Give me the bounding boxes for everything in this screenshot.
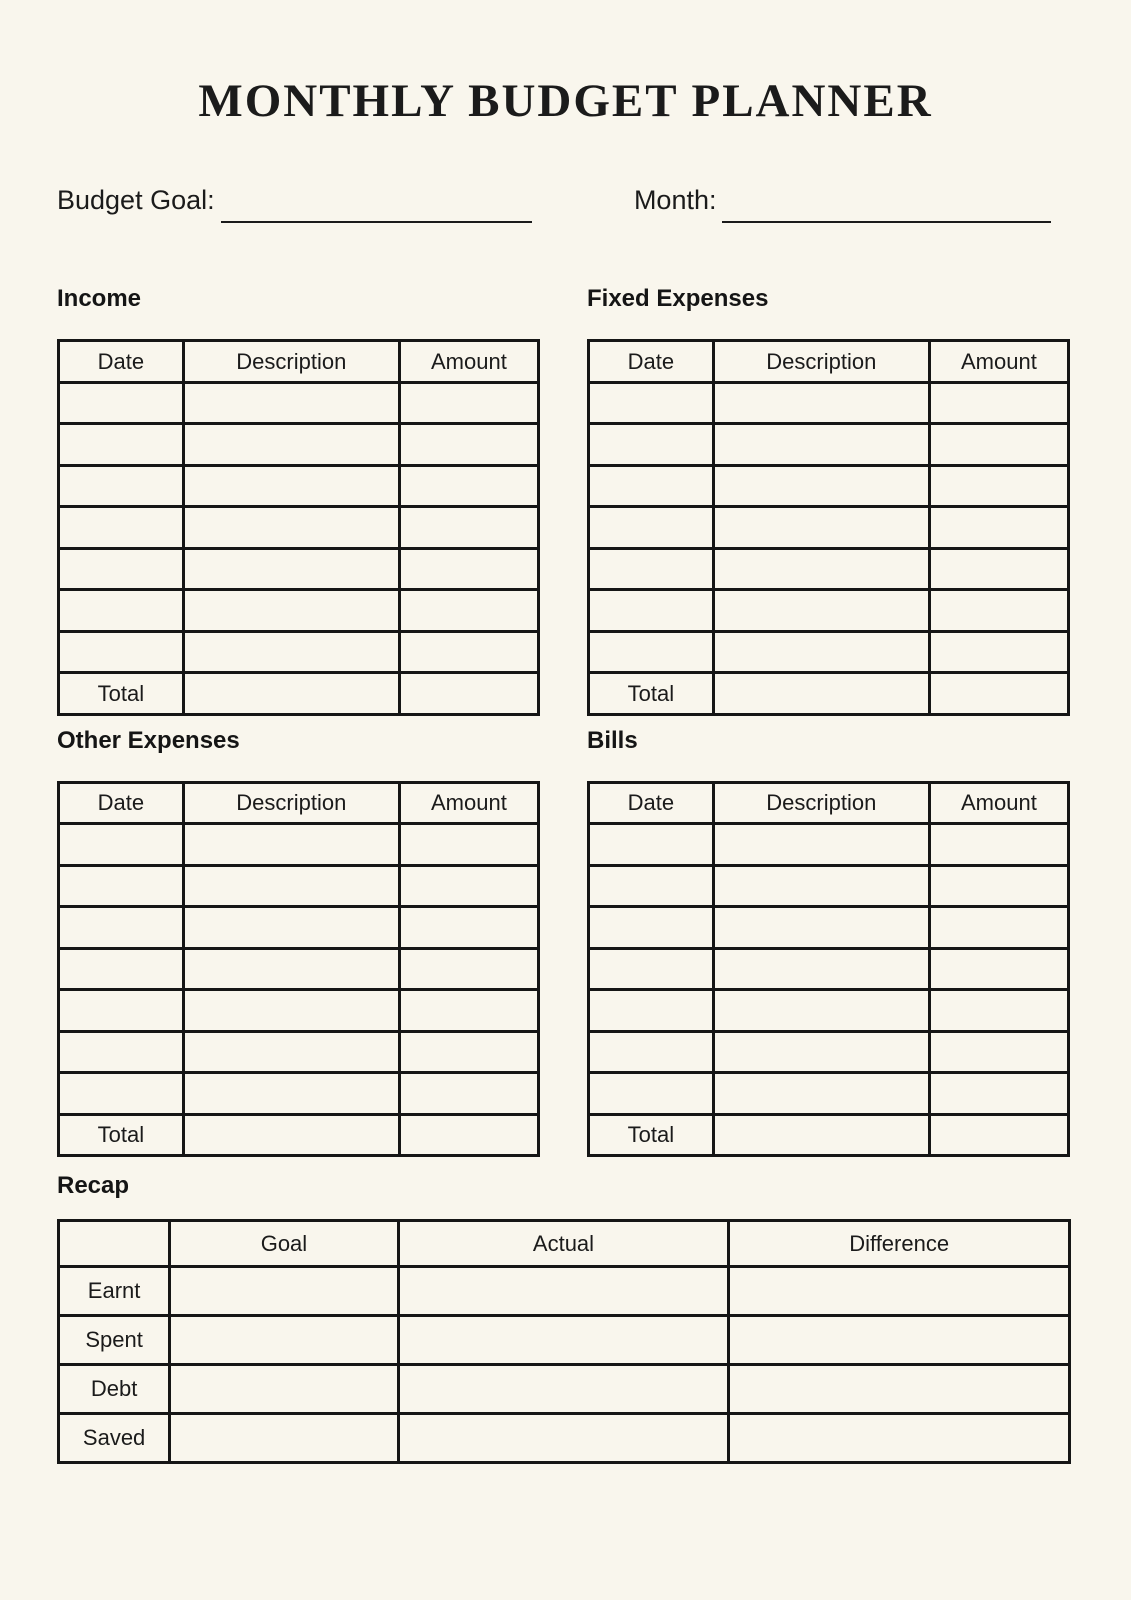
budget-goal-label: Budget Goal: [57, 185, 215, 216]
ledger-blank-row [589, 507, 1069, 549]
column-header-amount: Amount [929, 782, 1068, 824]
ledger-blank-cell[interactable] [929, 424, 1068, 466]
ledger-blank-cell[interactable] [399, 865, 538, 907]
ledger-blank-cell[interactable] [183, 907, 399, 949]
recap-row-spent [59, 1316, 1070, 1365]
upper-tables-row [57, 284, 1070, 716]
ledger-blank-cell[interactable] [713, 1031, 929, 1073]
recap-row-earnt [59, 1267, 1070, 1316]
earnt-actual-cell[interactable] [398, 1267, 729, 1316]
ledger-blank-cell[interactable] [183, 465, 399, 507]
ledger-blank-cell[interactable] [59, 824, 184, 866]
ledger-blank-row [589, 382, 1069, 424]
total-amount-cell[interactable] [929, 673, 1068, 715]
ledger-blank-row [589, 465, 1069, 507]
ledger-blank-cell[interactable] [589, 424, 714, 466]
ledger-blank-cell[interactable] [589, 507, 714, 549]
total-row [59, 1114, 539, 1156]
ledger-blank-cell[interactable] [929, 907, 1068, 949]
saved-actual-cell[interactable] [398, 1414, 729, 1463]
ledger-blank-cell[interactable] [59, 1073, 184, 1115]
ledger-blank-cell[interactable] [589, 1073, 714, 1115]
recap-row-debt [59, 1365, 1070, 1414]
ledger-blank-cell[interactable] [399, 990, 538, 1032]
ledger-blank-cell[interactable] [399, 590, 538, 632]
ledger-blank-row [59, 907, 539, 949]
recap-row-saved [59, 1414, 1070, 1463]
column-header-amount: Amount [929, 341, 1068, 383]
earnt-goal-cell[interactable] [170, 1267, 398, 1316]
ledger-blank-cell[interactable] [59, 907, 184, 949]
ledger-blank-cell[interactable] [589, 631, 714, 673]
ledger-blank-cell[interactable] [183, 507, 399, 549]
ledger-blank-cell[interactable] [399, 548, 538, 590]
ledger-blank-row [59, 824, 539, 866]
ledger-blank-row [589, 990, 1069, 1032]
total-label: Total [59, 673, 184, 715]
debt-actual-cell[interactable] [398, 1365, 729, 1414]
ledger-blank-cell[interactable] [183, 424, 399, 466]
ledger-blank-cell[interactable] [929, 948, 1068, 990]
ledger-blank-cell[interactable] [399, 631, 538, 673]
ledger-blank-row [589, 1073, 1069, 1115]
ledger-blank-cell[interactable] [713, 948, 929, 990]
ledger-blank-row [59, 548, 539, 590]
recap-row-label: Saved [59, 1414, 170, 1463]
ledger-blank-row [59, 465, 539, 507]
ledger-blank-cell[interactable] [589, 907, 714, 949]
column-header-actual: Actual [398, 1221, 729, 1267]
ledger-blank-row [589, 590, 1069, 632]
recap-table-header [59, 1221, 1070, 1267]
column-header-description: Description [713, 782, 929, 824]
spent-goal-cell[interactable] [170, 1316, 398, 1365]
ledger-blank-cell[interactable] [929, 824, 1068, 866]
total-row [589, 673, 1069, 715]
spent-actual-cell[interactable] [398, 1316, 729, 1365]
column-header-difference: Difference [729, 1221, 1070, 1267]
ledger-blank-cell[interactable] [929, 1073, 1068, 1115]
fixed-expenses-section [587, 284, 1070, 716]
total-label: Total [589, 1114, 714, 1156]
ledger-blank-row [59, 990, 539, 1032]
total-description-cell[interactable] [713, 1114, 929, 1156]
ledger-blank-row [589, 907, 1069, 949]
bills-heading: Bills [587, 726, 638, 754]
ledger-blank-cell[interactable] [59, 1031, 184, 1073]
other-expenses-section [57, 726, 540, 1158]
ledger-blank-cell[interactable] [59, 382, 184, 424]
income-section [57, 284, 540, 716]
ledger-blank-cell[interactable] [929, 865, 1068, 907]
ledger-blank-cell[interactable] [589, 865, 714, 907]
column-header-date: Date [589, 782, 714, 824]
fixed-expenses-table-header [589, 341, 1069, 383]
ledger-blank-row [59, 865, 539, 907]
ledger-blank-cell[interactable] [589, 548, 714, 590]
month-input-line[interactable] [722, 193, 1051, 223]
ledger-blank-row [589, 631, 1069, 673]
ledger-blank-cell[interactable] [929, 631, 1068, 673]
ledger-blank-row [59, 948, 539, 990]
ledger-blank-row [59, 1073, 539, 1115]
ledger-blank-cell[interactable] [589, 1031, 714, 1073]
income-heading: Income [57, 285, 142, 313]
ledger-blank-cell[interactable] [929, 990, 1068, 1032]
ledger-blank-cell[interactable] [399, 465, 538, 507]
recap-section [57, 1171, 1071, 1464]
ledger-blank-cell[interactable] [713, 907, 929, 949]
ledger-blank-cell[interactable] [929, 1031, 1068, 1073]
saved-goal-cell[interactable] [170, 1414, 398, 1463]
income-table [57, 339, 540, 716]
ledger-blank-cell[interactable] [589, 990, 714, 1032]
ledger-blank-cell[interactable] [183, 990, 399, 1032]
ledger-blank-cell[interactable] [59, 507, 184, 549]
ledger-blank-cell[interactable] [183, 948, 399, 990]
ledger-blank-cell[interactable] [399, 824, 538, 866]
debt-goal-cell[interactable] [170, 1365, 398, 1414]
ledger-blank-cell[interactable] [399, 1031, 538, 1073]
ledger-blank-cell[interactable] [589, 382, 714, 424]
ledger-blank-cell[interactable] [713, 465, 929, 507]
column-header-description: Description [183, 782, 399, 824]
fixed-expenses-table [587, 339, 1070, 716]
ledger-blank-cell[interactable] [183, 382, 399, 424]
ledger-blank-cell[interactable] [713, 548, 929, 590]
ledger-blank-cell[interactable] [59, 590, 184, 632]
column-header-date: Date [589, 341, 714, 383]
saved-difference-cell[interactable] [729, 1414, 1070, 1463]
ledger-blank-row [589, 865, 1069, 907]
ledger-blank-row [59, 590, 539, 632]
total-description-cell[interactable] [183, 1114, 399, 1156]
column-header-amount: Amount [399, 782, 538, 824]
budget-goal-input-line[interactable] [221, 193, 532, 223]
header-fields [57, 184, 1051, 216]
other-expenses-table [57, 781, 540, 1158]
ledger-blank-cell[interactable] [59, 465, 184, 507]
ledger-blank-cell[interactable] [713, 590, 929, 632]
other-expenses-heading: Other Expenses [57, 726, 240, 754]
ledger-blank-cell[interactable] [183, 631, 399, 673]
recap-corner-cell [59, 1221, 170, 1267]
income-table-header [59, 341, 539, 383]
ledger-blank-cell[interactable] [589, 465, 714, 507]
ledger-blank-cell[interactable] [589, 590, 714, 632]
ledger-blank-row [59, 1031, 539, 1073]
column-header-date: Date [59, 341, 184, 383]
total-label: Total [59, 1114, 184, 1156]
column-header-goal: Goal [170, 1221, 398, 1267]
total-amount-cell[interactable] [399, 673, 538, 715]
ledger-blank-cell[interactable] [713, 424, 929, 466]
ledger-blank-cell[interactable] [183, 1073, 399, 1115]
ledger-blank-cell[interactable] [929, 548, 1068, 590]
ledger-blank-cell[interactable] [713, 1073, 929, 1115]
earnt-difference-cell[interactable] [729, 1267, 1070, 1316]
fixed-expenses-heading: Fixed Expenses [587, 285, 769, 313]
ledger-blank-row [589, 1031, 1069, 1073]
spent-difference-cell[interactable] [729, 1316, 1070, 1365]
column-header-description: Description [713, 341, 929, 383]
ledger-blank-cell[interactable] [59, 948, 184, 990]
ledger-blank-cell[interactable] [713, 865, 929, 907]
ledger-blank-row [589, 548, 1069, 590]
month-label: Month: [633, 185, 717, 216]
lower-tables-row [57, 726, 1070, 1158]
total-amount-cell[interactable] [399, 1114, 538, 1156]
debt-difference-cell[interactable] [729, 1365, 1070, 1414]
ledger-blank-cell[interactable] [713, 824, 929, 866]
bills-table-header [589, 782, 1069, 824]
ledger-blank-cell[interactable] [713, 507, 929, 549]
column-header-description: Description [183, 341, 399, 383]
recap-heading: Recap [57, 1172, 130, 1200]
ledger-blank-cell[interactable] [713, 631, 929, 673]
column-header-date: Date [59, 782, 184, 824]
ledger-blank-row [589, 824, 1069, 866]
recap-table [57, 1219, 1071, 1464]
ledger-blank-cell[interactable] [59, 424, 184, 466]
ledger-blank-row [59, 382, 539, 424]
ledger-blank-row [59, 507, 539, 549]
ledger-blank-cell[interactable] [399, 424, 538, 466]
other-expenses-table-header [59, 782, 539, 824]
ledger-blank-cell[interactable] [399, 1073, 538, 1115]
total-row [589, 1114, 1069, 1156]
month-field [634, 184, 1051, 216]
ledger-blank-cell[interactable] [183, 590, 399, 632]
total-description-cell[interactable] [713, 673, 929, 715]
ledger-blank-cell[interactable] [589, 948, 714, 990]
ledger-blank-row [59, 631, 539, 673]
ledger-blank-cell[interactable] [399, 948, 538, 990]
total-description-cell[interactable] [183, 673, 399, 715]
ledger-blank-cell[interactable] [59, 865, 184, 907]
bills-section [587, 726, 1070, 1158]
ledger-blank-cell[interactable] [713, 990, 929, 1032]
ledger-blank-cell[interactable] [399, 382, 538, 424]
ledger-blank-cell[interactable] [183, 865, 399, 907]
ledger-blank-cell[interactable] [929, 590, 1068, 632]
ledger-blank-cell[interactable] [183, 1031, 399, 1073]
page-title: MONTHLY BUDGET PLANNER [198, 75, 933, 127]
recap-row-label: Debt [59, 1365, 170, 1414]
ledger-blank-cell[interactable] [59, 631, 184, 673]
total-amount-cell[interactable] [929, 1114, 1068, 1156]
ledger-blank-cell[interactable] [929, 507, 1068, 549]
bills-table [587, 781, 1070, 1158]
total-label: Total [589, 673, 714, 715]
total-row [59, 673, 539, 715]
ledger-blank-cell[interactable] [399, 907, 538, 949]
ledger-blank-cell[interactable] [929, 465, 1068, 507]
column-header-amount: Amount [399, 341, 538, 383]
ledger-blank-cell[interactable] [183, 824, 399, 866]
ledger-blank-row [589, 948, 1069, 990]
recap-row-label: Spent [59, 1316, 170, 1365]
ledger-blank-row [589, 424, 1069, 466]
ledger-blank-cell[interactable] [59, 548, 184, 590]
ledger-blank-cell[interactable] [183, 548, 399, 590]
ledger-blank-cell[interactable] [589, 824, 714, 866]
recap-row-label: Earnt [59, 1267, 170, 1316]
ledger-blank-cell[interactable] [929, 382, 1068, 424]
ledger-blank-cell[interactable] [713, 382, 929, 424]
ledger-blank-row [59, 424, 539, 466]
ledger-blank-cell[interactable] [59, 990, 184, 1032]
ledger-blank-cell[interactable] [399, 507, 538, 549]
budget-goal-field [57, 184, 532, 216]
